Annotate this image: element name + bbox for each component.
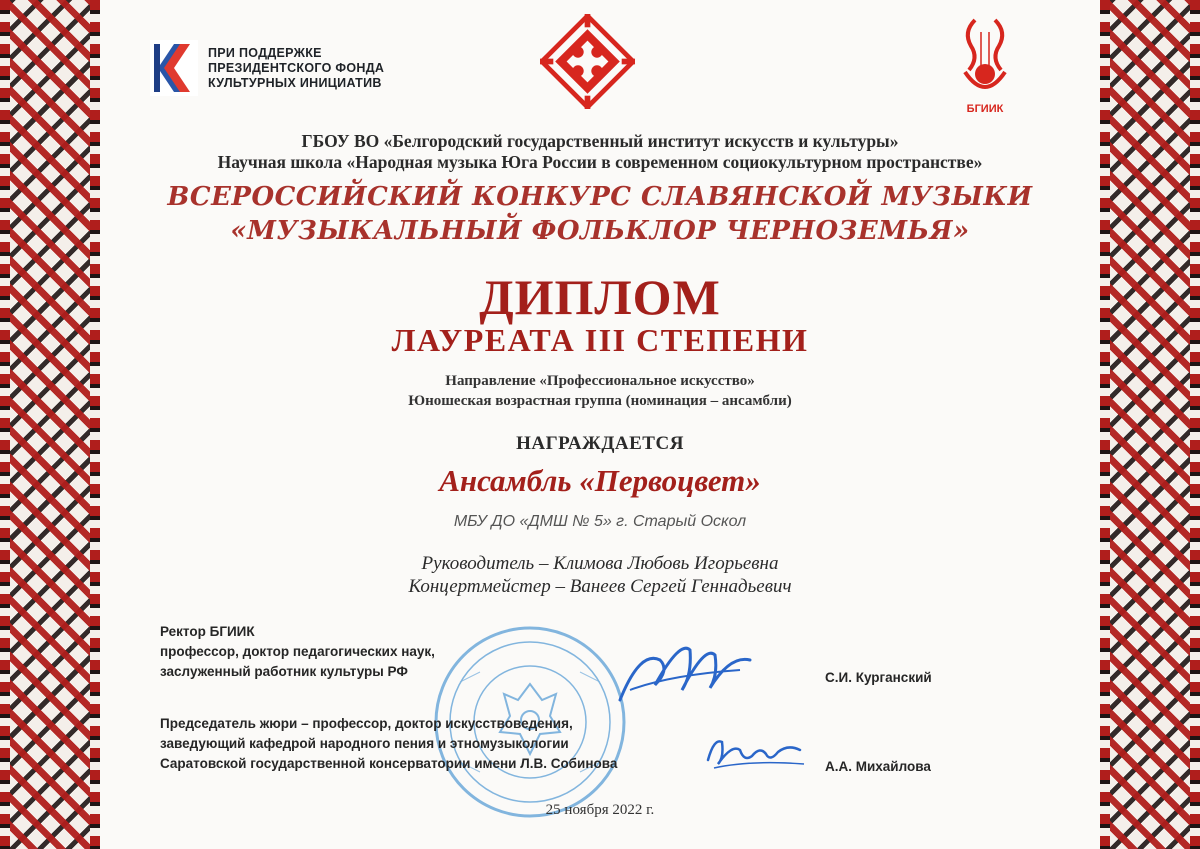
contest-title-line-1: ВСЕРОССИЙСКИЙ КОНКУРС СЛАВЯНСКОЙ МУЗЫКИ [167, 182, 1033, 212]
pfki-logo-icon [150, 40, 198, 96]
rector-signature-icon [610, 630, 760, 710]
music-school-name: МБУ ДО «ДМШ № 5» г. Старый Оскол [453, 513, 747, 530]
rector-degree: профессор, доктор педагогических наук, [160, 644, 435, 659]
jury-position: заведующий кафедрой народного пения и этномузыкологии [160, 736, 569, 751]
contest-title-line-2: «МУЗЫКАЛЬНЫЙ ФОЛЬКЛОР ЧЕРНОЗЕМЬЯ» [230, 216, 970, 246]
support-logo-line-1: ПРИ ПОДДЕРЖКЕ [208, 45, 322, 60]
jury-title: Председатель жюри – профессор, доктор искусствоведения, [160, 716, 573, 731]
rector-honor: заслуженный работник культуры РФ [160, 664, 408, 679]
leader-line: Руководитель – Климова Любовь Игорьевна [421, 553, 779, 574]
awarded-label: НАГРАЖДАЕТСЯ [516, 433, 684, 454]
support-logo-line-2: ПРЕЗИДЕНТСКОГО ФОНДА [208, 60, 385, 75]
age-group-line: Юношеская возрастная группа (номинация – ансамбли) [408, 393, 792, 409]
accompanist-line: Концертмейстер – Ванеев Сергей Геннадьевич [408, 576, 792, 597]
support-logo [150, 40, 384, 96]
ornament-border-right [1100, 0, 1200, 849]
folk-ornament-logo-icon [540, 14, 635, 109]
bgiik-lyre-logo-icon [945, 12, 1025, 117]
laureate-degree: ЛАУРЕАТА III СТЕПЕНИ [391, 322, 809, 358]
jury-institution: Саратовской государственной консерватории имени Л.В. Собинова [160, 756, 618, 771]
rector-name: С.И. Курганский [825, 670, 932, 685]
jury-signature-icon [700, 730, 810, 775]
scientific-school-name: Научная школа «Народная музыка Юга России в современном социокультурном пространстве» [217, 152, 983, 172]
direction-line: Направление «Профессиональное искусство» [445, 373, 755, 389]
issue-date: 25 ноября 2022 г. [545, 802, 655, 818]
support-logo-line-3: КУЛЬТУРНЫХ ИНИЦИАТИВ [208, 75, 382, 90]
institute-name: ГБОУ ВО «Белгородский государственный институт искусств и культуры» [301, 131, 899, 151]
lyre-logo-text: БГИИК [966, 103, 1004, 115]
rector-title: Ректор БГИИК [160, 624, 255, 639]
rector-signature-block [160, 622, 435, 682]
ornament-border-left [0, 0, 100, 849]
jury-name: А.А. Михайлова [825, 759, 931, 774]
jury-signature-block [160, 714, 617, 774]
diploma-title: ДИПЛОМ [479, 269, 721, 325]
ensemble-name: Ансамбль «Первоцвет» [439, 463, 761, 498]
